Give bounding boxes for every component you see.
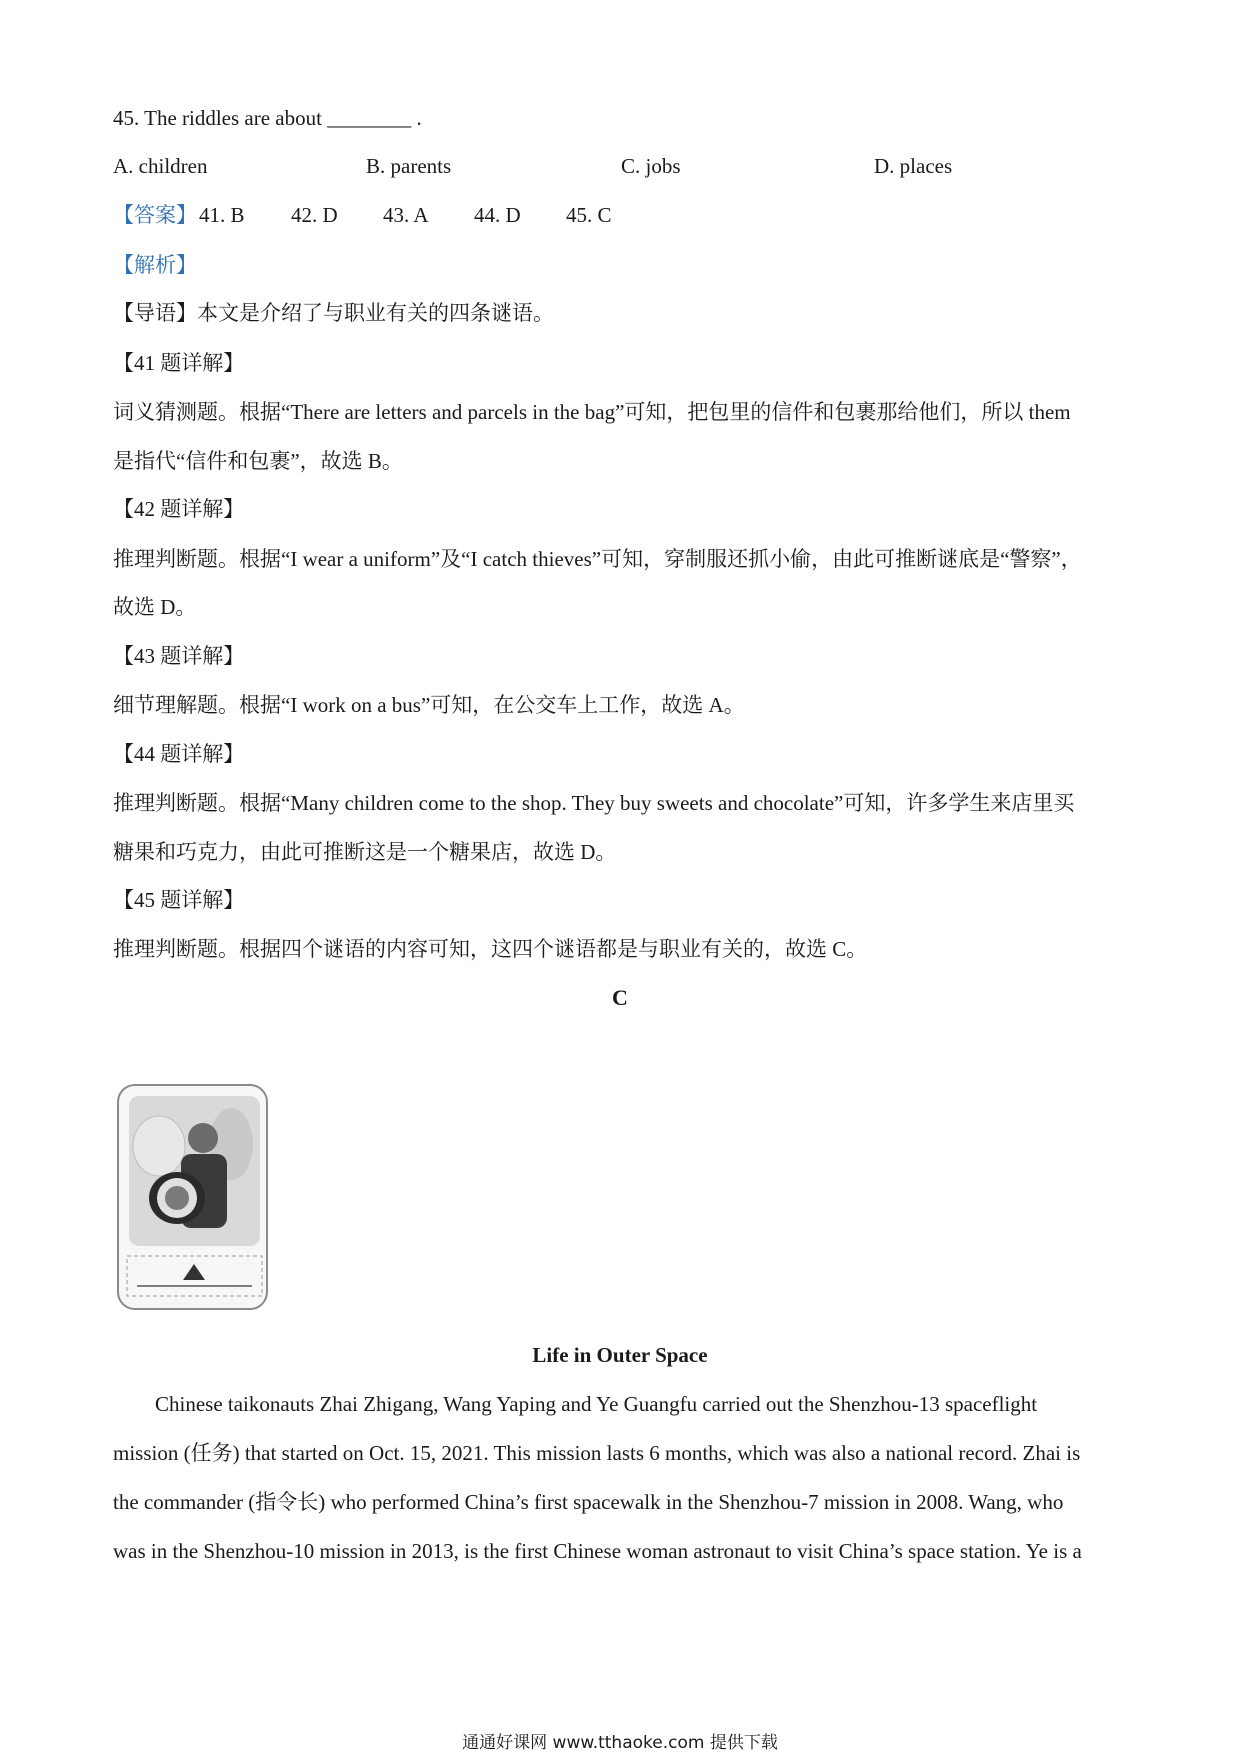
q45-explanation-line-1: 推理判断题。根据四个谜语的内容可知，这四个谜语都是与职业有关的，故选 C。	[113, 937, 868, 961]
answer-43: 43. A	[383, 203, 429, 227]
passage-line-2: mission (任务) that started on Oct. 15, 2021. This mission lasts 6 months, which was also a national record. Zhai is	[113, 1441, 1081, 1465]
answer-45: 45. C	[566, 203, 612, 227]
answer-tag: 【答案】	[113, 203, 197, 227]
taikonaut-photo-card	[117, 1084, 268, 1310]
page-footer: 通通好课网 www.tthaoke.com 提供下载	[462, 1733, 778, 1753]
q45-heading: 【45 题详解】	[113, 888, 245, 912]
option-c: C. jobs	[621, 154, 681, 178]
section-letter: C	[612, 985, 628, 1010]
q44-heading: 【44 题详解】	[113, 742, 245, 766]
option-a: A. children	[113, 154, 208, 178]
q41-explanation-line-1: 词义猜测题。根据“There are letters and parcels in the bag”可知，把包里的信件和包裹那给他们，所以 them	[113, 400, 1071, 424]
q44-explanation-line-2: 糖果和巧克力，由此可推断这是一个糖果店，故选 D。	[113, 840, 617, 864]
passage-line-3: the commander (指令长) who performed China’s first spacewalk in the Shenzhou-7 mission in 2008. Wang, who	[113, 1490, 1064, 1514]
taikonaut-photo	[119, 1086, 268, 1310]
q43-heading: 【43 题详解】	[113, 644, 245, 668]
q41-heading: 【41 题详解】	[113, 351, 245, 375]
q44-explanation-line-1: 推理判断题。根据“Many children come to the shop. They buy sweets and chocolate”可知，许多学生来店里买	[113, 791, 1075, 815]
option-d: D. places	[874, 154, 953, 178]
question-45-stem: 45. The riddles are about ________ .	[113, 106, 422, 130]
analysis-tag: 【解析】	[113, 253, 197, 277]
q42-explanation-line-1: 推理判断题。根据“I wear a uniform”及“I catch thieves”可知，穿制服还抓小偷，由此可推断谜底是“警察”，	[113, 547, 1082, 571]
passage-line-4: was in the Shenzhou-10 mission in 2013, is the first Chinese woman astronaut to visit China’s space station. Ye is a	[113, 1539, 1082, 1563]
answer-42: 42. D	[291, 203, 338, 227]
option-b: B. parents	[366, 154, 452, 178]
intro-text: 【导语】本文是介绍了与职业有关的四条谜语。	[113, 301, 554, 325]
q42-explanation-line-2: 故选 D。	[113, 595, 197, 619]
q42-heading: 【42 题详解】	[113, 497, 245, 521]
answer-41: 41. B	[199, 203, 245, 227]
q41-explanation-line-2: 是指代“信件和包裹”，故选 B。	[113, 449, 403, 473]
answer-44: 44. D	[474, 203, 521, 227]
passage-title: Life in Outer Space	[532, 1343, 708, 1367]
passage-line-1: Chinese taikonauts Zhai Zhigang, Wang Yaping and Ye Guangfu carried out the Shenzhou-13 spaceflight	[155, 1392, 1038, 1416]
q43-explanation-line-1: 细节理解题。根据“I work on a bus”可知，在公交车上工作，故选 A。	[113, 693, 745, 717]
